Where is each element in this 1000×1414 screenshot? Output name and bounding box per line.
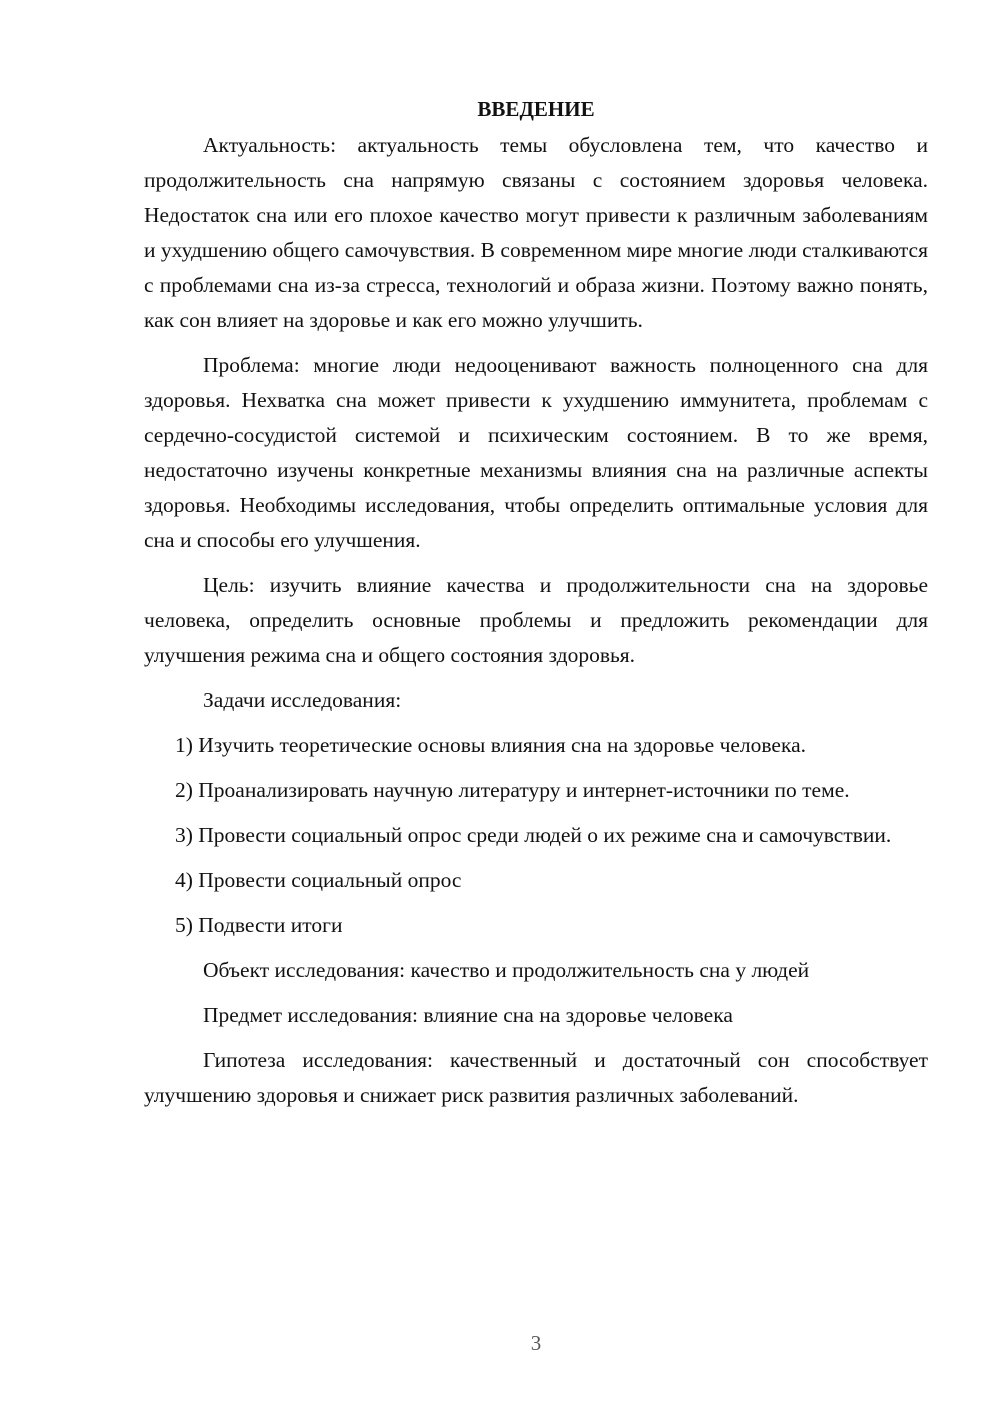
problem-paragraph: Проблема: многие люди недооценивают важность полноценного сна для здоровья. Нехватка сна может привести к ухудшению иммунитета, проблемам с сердечно-сосудистой системой и психическим состоянием. В то же время, недостаточно изучены конкретные механизмы влияния сна на различные аспекты здоровья. Необходимы исследования, чтобы определить оптимальные условия для сна и способы его улучшения. (144, 353, 928, 552)
task-item-3: 3) Провести социальный опрос среди людей о их режиме сна и самочувствии. (175, 823, 892, 847)
hypothesis-paragraph: Гипотеза исследования: качественный и достаточный сон способствует улучшению здоровья и снижает риск развития различных заболеваний. (144, 1048, 928, 1107)
section-heading: ВВЕДЕНИЕ (477, 97, 595, 121)
task-item-5: 5) Подвести итоги (175, 913, 343, 937)
subject-paragraph: Предмет исследования: влияние сна на здоровье человека (203, 1003, 733, 1027)
task-item-2: 2) Проанализировать научную литературу и интернет-источники по теме. (175, 778, 850, 802)
task-item-1: 1) Изучить теоретические основы влияния сна на здоровье человека. (175, 733, 807, 757)
relevance-paragraph: Актуальность: актуальность темы обусловлена тем, что качество и продолжительность сна напрямую связаны с состоянием здоровья человека. Недостаток сна или его плохое качество могут привести к различным заболеваниям и ухудшению общего самочувствия. В современном мире многие люди сталкиваются с проблемами сна из-за стресса, технологий и образа жизни. Поэтому важно понять, как сон влияет на здоровье и как его можно улучшить. (144, 133, 928, 332)
goal-paragraph: Цель: изучить влияние качества и продолжительности сна на здоровье человека, определить основные проблемы и предложить рекомендации для улучшения режима сна и общего состояния здоровья. (144, 573, 928, 667)
task-item-4: 4) Провести социальный опрос (175, 868, 462, 892)
tasks-heading: Задачи исследования: (203, 688, 402, 712)
page-number: 3 (530, 1331, 542, 1355)
page-content (144, 92, 928, 1123)
object-paragraph: Объект исследования: качество и продолжительность сна у людей (203, 958, 810, 982)
